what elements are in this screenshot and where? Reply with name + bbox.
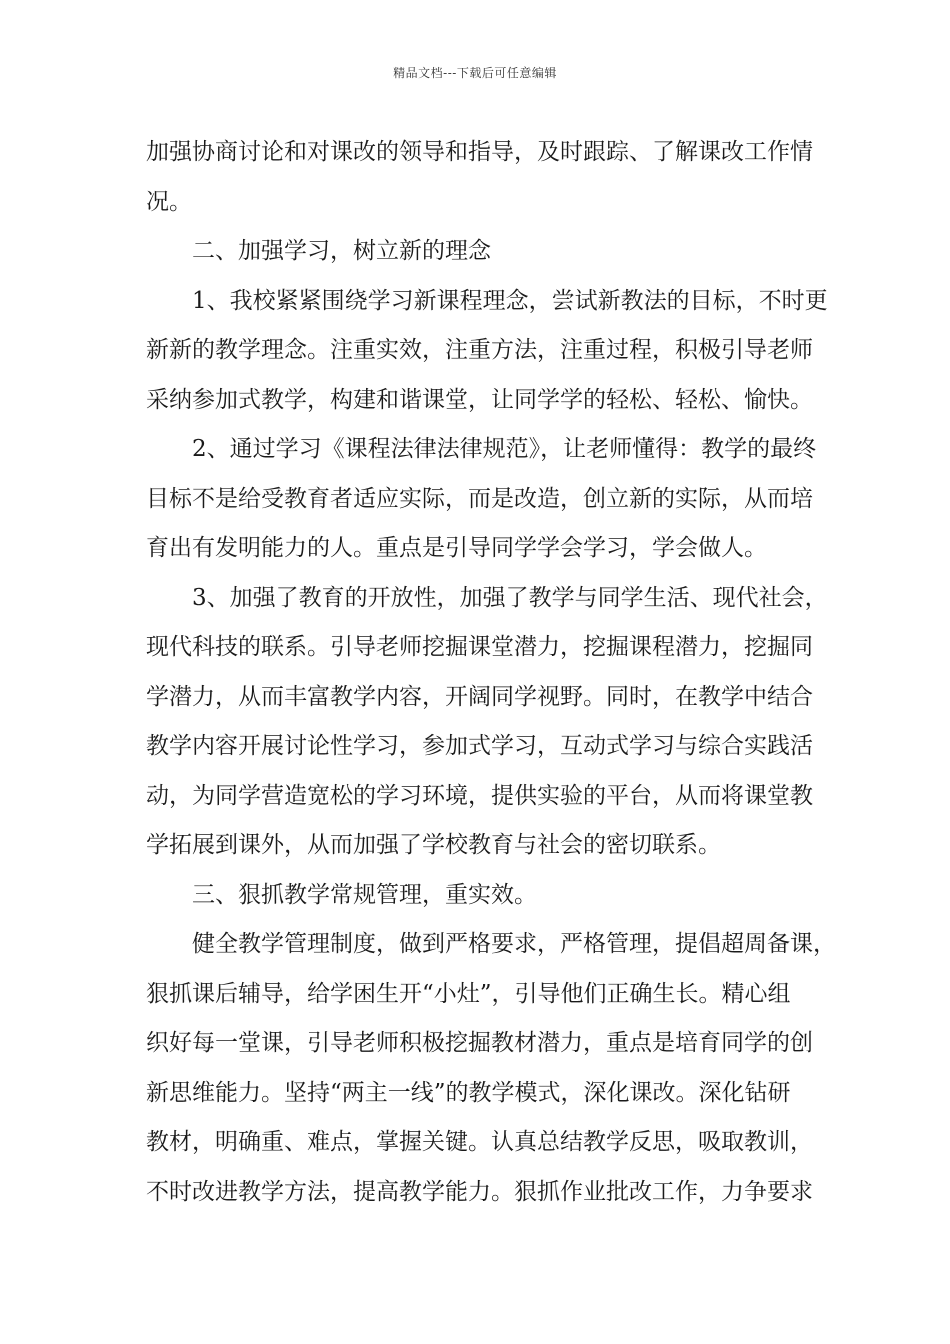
text-line: 现代科技的联系。引导老师挖掘课堂潜力，挖掘课程潜力，挖掘同 bbox=[146, 634, 813, 660]
text-line: 狠抓课后辅导，给学困生开“小灶”，引导他们正确生长。精心组 bbox=[146, 980, 791, 1007]
text-line: 加强协商讨论和对课改的领导和指导，及时跟踪、了解课改工作情 bbox=[146, 139, 813, 165]
text-line: 学拓展到课外，从而加强了学校教育与社会的密切联系。 bbox=[146, 832, 721, 858]
text-line: 采纳参加式教学，构建和谐课堂，让同学学的轻松、轻松、愉快。 bbox=[146, 386, 813, 413]
section-heading: 二、加强学习，树立新的理念 bbox=[192, 238, 491, 264]
text-line: 健全教学管理制度，做到严格要求，严格管理，提倡超周备课， bbox=[192, 931, 836, 957]
text-line: 3、加强了教育的开放性，加强了教学与同学生活、现代社会， bbox=[192, 584, 828, 611]
text-line: 新思维能力。坚持“两主一线”的教学模式，深化课改。深化钻研 bbox=[146, 1079, 791, 1106]
text-line: 2、通过学习《课程法律法律规范》，让老师懂得：教学的最终 bbox=[192, 436, 817, 462]
text-line: 育出有发明能力的人。重点是引导同学学会学习，学会做人。 bbox=[146, 535, 767, 561]
text-line: 教学内容开展讨论性学习，参加式学习，互动式学习与综合实践活 bbox=[146, 733, 813, 759]
text-line: 学潜力，从而丰富教学内容，开阔同学视野。同时，在教学中结合 bbox=[146, 683, 813, 710]
text-line: 教材，明确重、难点，掌握关键。认真总结教学反思，吸取教训， bbox=[146, 1129, 813, 1155]
text-line: 目标不是给受教育者适应实际，而是改造，创立新的实际，从而培 bbox=[146, 485, 813, 512]
page-header: 精品文档---下载后可任意编辑 bbox=[393, 66, 557, 80]
section-heading: 三、狠抓教学常规管理，重实效。 bbox=[192, 881, 537, 908]
document-body bbox=[146, 128, 836, 1217]
text-line: 况。 bbox=[146, 188, 192, 215]
text-line: 新新的教学理念。注重实效，注重方法，注重过程，积极引导老师 bbox=[146, 337, 813, 363]
text-line: 织好每一堂课，引导老师积极挖掘教材潜力，重点是培育同学的创 bbox=[146, 1030, 813, 1056]
text-line: 不时改进教学方法，提高教学能力。狠抓作业批改工作，力争要求 bbox=[146, 1178, 813, 1205]
text-line: 动，为同学营造宽松的学习环境，提供实验的平台，从而将课堂教 bbox=[146, 782, 813, 809]
text-line: 1、我校紧紧围绕学习新课程理念，尝试新教法的目标，不时更 bbox=[192, 287, 828, 314]
